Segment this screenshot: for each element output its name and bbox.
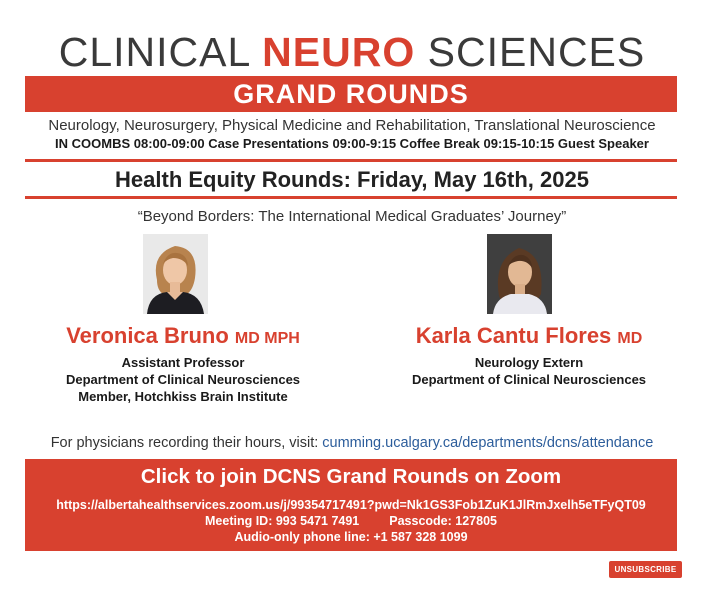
speaker-name-line xyxy=(23,323,343,349)
title-sciences: SCIENCES xyxy=(415,29,646,75)
attendance-text: For physicians recording their hours, visit: xyxy=(50,435,323,451)
unsubscribe-button[interactable]: UNSUBSCRIBE xyxy=(609,561,682,578)
zoom-url[interactable]: https://albertahealthservices.zoom.us/j/99354717491?pwd=Nk1GS3Fob1ZuK1JlRmJxelh5eTFyQT09 xyxy=(56,498,646,512)
divider-top xyxy=(25,159,677,162)
zoom-join-title[interactable]: Click to join DCNS Grand Rounds on Zoom xyxy=(140,465,562,488)
speaker-role: Assistant Professor xyxy=(121,355,245,370)
speaker-veronica xyxy=(23,323,343,405)
zoom-phone: Audio-only phone line: +1 587 328 1099 xyxy=(234,530,468,544)
speaker-role: Neurology Extern xyxy=(474,355,584,370)
speaker-role: Department of Clinical Neurosciences xyxy=(411,372,647,387)
speaker-role: Member, Hotchkiss Brain Institute xyxy=(78,389,288,404)
title-neuro: NEURO xyxy=(262,29,416,75)
page-title xyxy=(0,30,704,74)
speaker-credentials: MD xyxy=(617,330,643,347)
speaker-credentials: MD MPH xyxy=(234,330,300,347)
event-date: Health Equity Rounds: Friday, May 16th, 2025 xyxy=(115,167,589,192)
speaker-role: Department of Clinical Neurosciences xyxy=(65,372,301,387)
speaker-name: Karla Cantu Flores xyxy=(415,323,612,348)
speaker-name-line xyxy=(369,323,689,349)
speaker-karla xyxy=(369,323,689,388)
zoom-passcode: Passcode: 127805 xyxy=(389,514,497,528)
speaker-photo-karla xyxy=(487,234,552,314)
speaker-name: Veronica Bruno xyxy=(66,323,229,348)
speaker-photo-veronica xyxy=(143,234,208,314)
grand-rounds-banner: GRAND ROUNDS xyxy=(25,76,677,112)
divider-bottom xyxy=(25,196,677,199)
attendance-link[interactable]: cumming.ucalgary.ca/departments/dcns/attendance xyxy=(322,435,654,451)
schedule-line: IN COOMBS 08:00-09:00 Case Presentations 09:00-9:15 Coffee Break 09:15-10:15 Guest Speaker xyxy=(55,136,649,151)
zoom-meeting-details xyxy=(25,513,677,529)
attendance-line xyxy=(0,435,704,451)
talk-topic: “Beyond Borders: The International Medical Graduates’ Journey” xyxy=(137,208,567,225)
zoom-banner[interactable] xyxy=(25,459,677,551)
departments-line: Neurology, Neurosurgery, Physical Medicine and Rehabilitation, Translational Neuroscience xyxy=(48,117,656,134)
title-clinical: CLINICAL xyxy=(58,29,263,75)
zoom-meeting-id: Meeting ID: 993 5471 7491 xyxy=(205,514,360,528)
